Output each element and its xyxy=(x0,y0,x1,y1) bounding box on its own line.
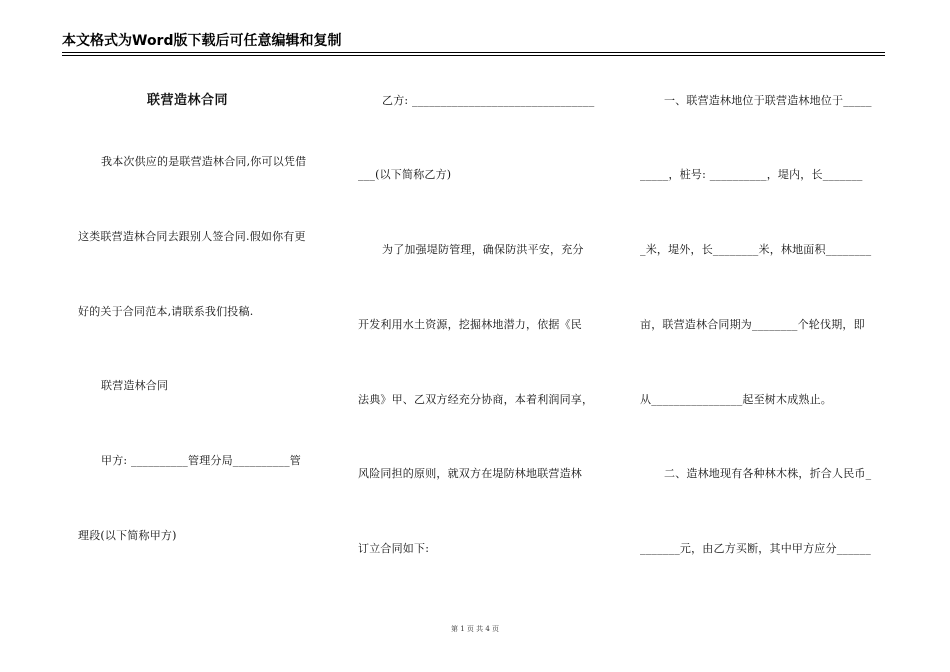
col3-line-6: 二、造林地现有各种林木株，折合人民币_ xyxy=(664,467,872,480)
col2-line-5: 法典》甲、乙双方经充分协商，本着利润同享， xyxy=(358,393,594,406)
col1-line-3: 好的关于合同范本,请联系我们投稿. xyxy=(78,305,254,318)
col3-line-5: 从________________起至树木成熟止。 xyxy=(640,393,832,406)
col2-line-4: 开发利用水土资源，挖掘林地潜力，依据《民 xyxy=(358,318,582,331)
col3-line-1: 一、联营造林地位于联营造林地位于_____ xyxy=(664,94,872,107)
col3-line-3: _米，堤外，长________米，林地面积________ xyxy=(640,243,872,256)
col2-line-6: 风险同担的原则，就双方在堤防林地联营造林 xyxy=(358,467,582,480)
col2-line-7: 订立合同如下: xyxy=(358,542,430,555)
col3-line-2: _____，桩号: __________，堤内，长_______ xyxy=(640,168,863,181)
header-rule-bottom xyxy=(62,55,885,56)
contract-title: 联营造林合同 xyxy=(147,93,229,108)
col1-line-5: 甲方: __________管理分局__________管 xyxy=(101,454,302,467)
col1-line-6: 理段(以下简称甲方) xyxy=(78,529,177,542)
col1-line-2: 这类联营造林合同去跟别人签合同.假如你有更 xyxy=(78,230,306,243)
col2-line-3: 为了加强堤防管理，确保防洪平安，充分 xyxy=(382,243,584,256)
col3-line-4: 亩，联营造林合同期为________个轮伐期，即 xyxy=(640,318,865,331)
header-rule-top xyxy=(62,52,885,53)
col2-line-2: ___(以下简称乙方) xyxy=(358,168,452,181)
col1-line-4: 联营造林合同 xyxy=(101,379,169,392)
col1-line-1: 我本次供应的是联营造林合同,你可以凭借 xyxy=(101,155,307,168)
page-number: 第 1 页 共 4 页 xyxy=(450,625,500,633)
col3-line-7: _______元，由乙方买断，其中甲方应分______ xyxy=(640,542,871,555)
document-header: 本文格式为Word版下载后可任意编辑和复制 xyxy=(62,33,342,49)
col2-line-1: 乙方: ________________________________ xyxy=(382,94,595,107)
